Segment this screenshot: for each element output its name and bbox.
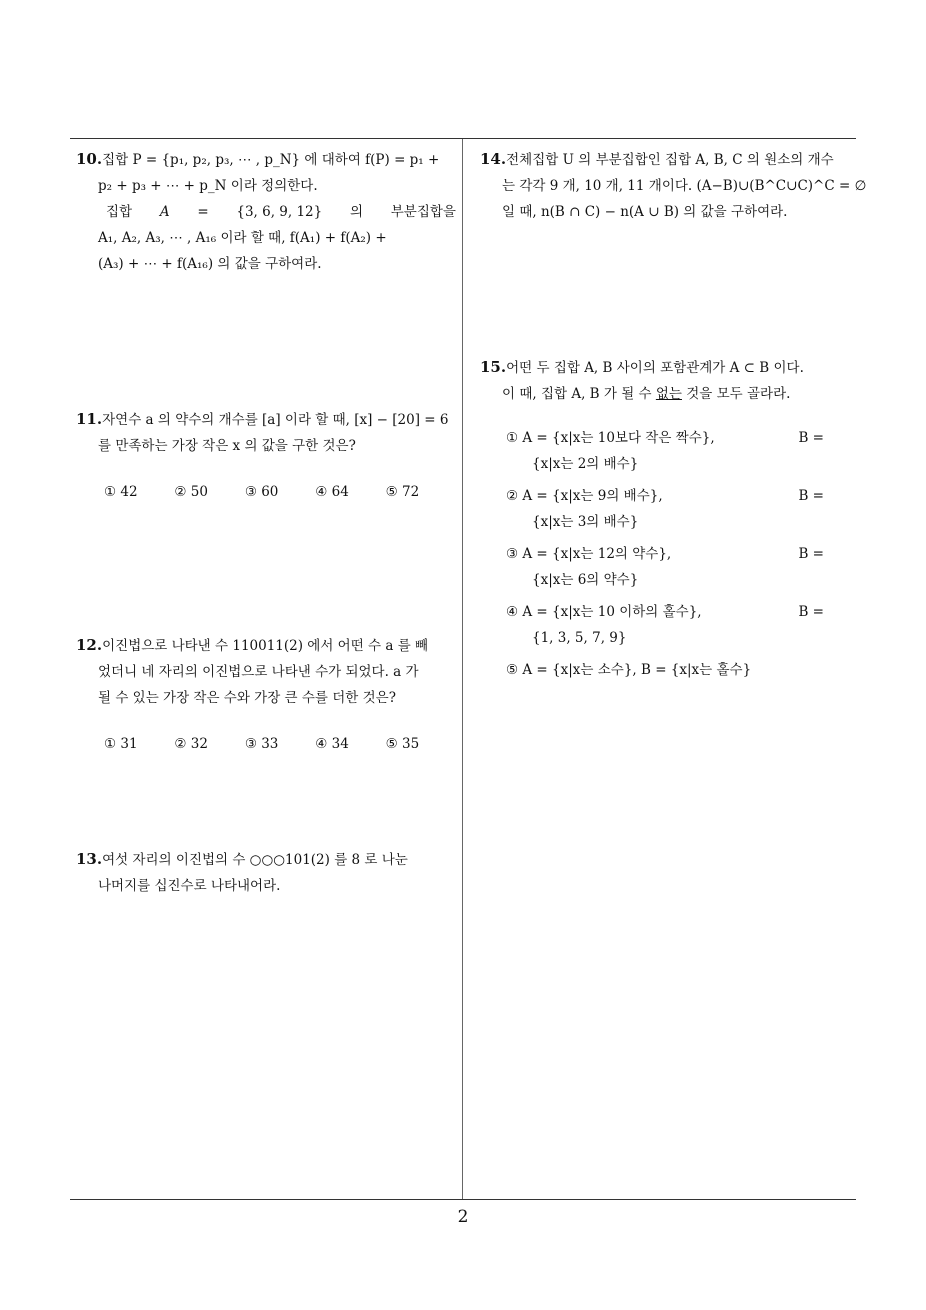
answer-choices — [76, 479, 456, 505]
problem-text: 일 때, n(B ∩ C) − n(A ∪ B) 의 값을 구하여라. — [502, 204, 788, 220]
problem-number: 10. — [76, 150, 103, 168]
word: A — [159, 204, 170, 220]
option-5[interactable] — [506, 657, 860, 683]
problem-text: 이진법으로 나타낸 수 110011(2) 에서 어떤 수 a 를 빼 — [102, 638, 429, 654]
option-1[interactable] — [506, 425, 860, 477]
problem-text: 자연수 a 의 약수의 개수를 [a] 이라 할 때, [x] − [20] = 6 — [102, 412, 449, 428]
word: = — [197, 204, 209, 220]
choice[interactable]: ② 32 — [174, 736, 208, 752]
option-text: B = — [798, 546, 824, 562]
option-3[interactable] — [506, 541, 860, 593]
problem-text: 될 수 있는 가장 작은 수와 가장 큰 수를 더한 것은? — [98, 690, 396, 706]
word: 집합 — [106, 204, 133, 220]
word: 부분집합을 — [390, 204, 456, 220]
option-text: {x|x는 2의 배수} — [532, 456, 639, 472]
option-text: ⑤ A = {x|x는 소수}, B = {x|x는 홀수} — [506, 662, 752, 678]
problem-12 — [76, 632, 456, 757]
problem-15 — [480, 354, 860, 683]
choice[interactable]: ④ 34 — [315, 736, 349, 752]
choice[interactable]: ③ 33 — [244, 736, 279, 752]
underlined-word: 없는 — [655, 386, 682, 402]
problem-text: 를 만족하는 가장 작은 x 의 값을 구한 것은? — [98, 438, 356, 454]
problem-text — [480, 381, 860, 407]
column-divider — [462, 139, 463, 1200]
option-4[interactable] — [506, 599, 860, 651]
problem-text: 었더니 네 자리의 이진법으로 나타낸 수가 되었다. a 가 — [98, 664, 419, 680]
option-text: ① A = {x|x는 10보다 작은 짝수}, — [506, 430, 715, 446]
problem-number: 12. — [76, 636, 103, 654]
text-part: 이 때, 집합 A, B 가 될 수 — [502, 386, 652, 402]
problem-number: 11. — [76, 410, 103, 428]
choice[interactable]: ③ 60 — [244, 484, 279, 500]
problem-text: 전체집합 U 의 부분집합인 집합 A, B, C 의 원소의 개수 — [506, 152, 834, 168]
choice[interactable]: ① 31 — [104, 736, 138, 752]
problem-text: 어떤 두 집합 A, B 사이의 포함관계가 A ⊂ B 이다. — [506, 360, 804, 376]
problem-text: (A₃) + ⋯ + f(A₁₆) 의 값을 구하여라. — [98, 256, 322, 272]
problem-text: 집합 P = {p₁, p₂, p₃, ⋯ , p_N} 에 대하여 f(P) = p₁ + — [102, 152, 440, 168]
problem-text: p₂ + p₃ + ⋯ + p_N 이라 정의한다. — [98, 178, 318, 194]
option-text: ④ A = {x|x는 10 이하의 홀수}, — [506, 604, 702, 620]
problem-text-justified — [76, 199, 456, 225]
option-text: {x|x는 6의 약수} — [532, 572, 639, 588]
option-text: B = — [798, 430, 824, 446]
choice[interactable]: ⑤ 72 — [385, 484, 420, 500]
problem-text: 나머지를 십진수로 나타내어라. — [98, 878, 281, 894]
problem-text: 여섯 자리의 이진법의 수 ○○○101(2) 를 8 로 나눈 — [102, 852, 408, 868]
choice[interactable]: ① 42 — [104, 484, 138, 500]
word: 의 — [349, 204, 364, 220]
problem-11 — [76, 406, 456, 505]
word: {3, 6, 9, 12} — [236, 204, 323, 220]
option-text: {1, 3, 5, 7, 9} — [532, 630, 627, 646]
page-number: 2 — [457, 1207, 469, 1227]
problem-number: 15. — [480, 358, 507, 376]
answer-choices — [76, 731, 456, 757]
problem-number: 13. — [76, 850, 103, 868]
option-2[interactable] — [506, 483, 860, 535]
option-text: ② A = {x|x는 9의 배수}, — [506, 488, 663, 504]
option-text: B = — [798, 488, 824, 504]
option-text: ③ A = {x|x는 12의 약수}, — [506, 546, 672, 562]
choice[interactable]: ⑤ 35 — [385, 736, 420, 752]
problem-10 — [76, 146, 456, 277]
option-text: {x|x는 3의 배수} — [532, 514, 639, 530]
text-part: 것을 모두 골라라. — [686, 386, 791, 402]
problem-text: A₁, A₂, A₃, ⋯ , A₁₆ 이라 할 때, f(A₁) + f(A₂) + — [98, 230, 387, 246]
problem-13 — [76, 846, 456, 899]
problem-text: 는 각각 9 개, 10 개, 11 개이다. (A−B)∪(B^C∪C)^C = ∅ — [502, 178, 867, 194]
choice[interactable]: ④ 64 — [315, 484, 349, 500]
problem-number: 14. — [480, 150, 507, 168]
top-rule — [70, 138, 856, 139]
choice[interactable]: ② 50 — [174, 484, 208, 500]
option-text: B = — [798, 604, 824, 620]
bottom-rule — [70, 1199, 856, 1200]
option-list — [480, 425, 860, 683]
problem-14 — [480, 146, 867, 225]
